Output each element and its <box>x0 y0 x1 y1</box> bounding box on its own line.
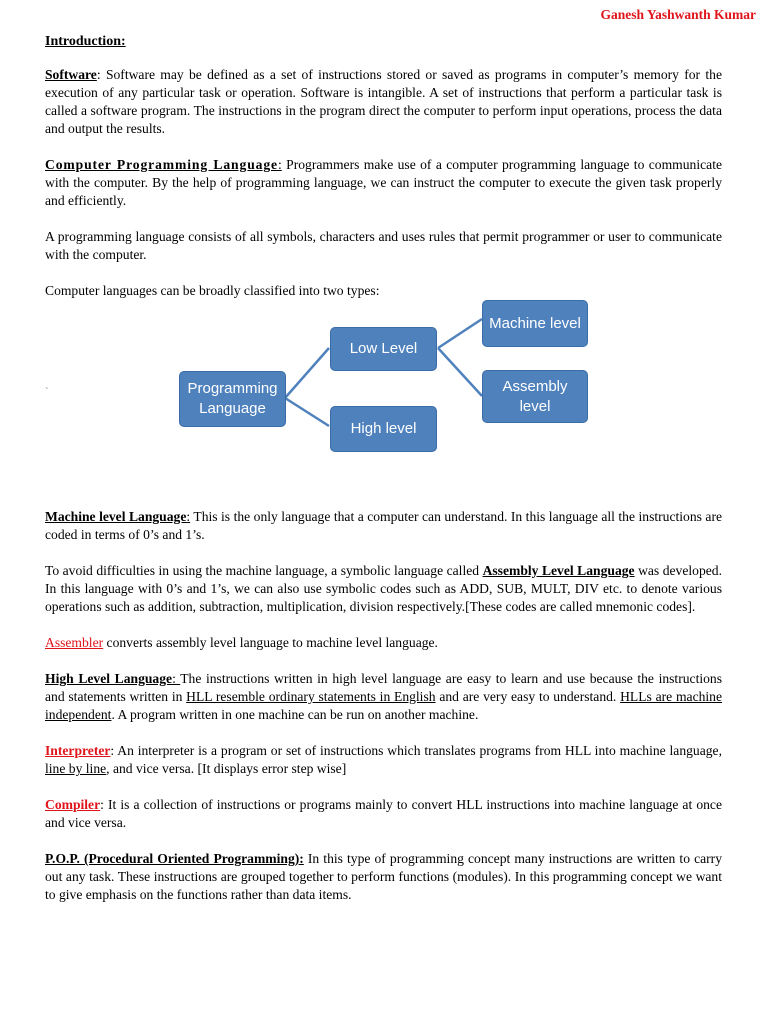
software-colon: : <box>96 67 101 82</box>
interpreter-text-1: : An interpreter is a program or set of instructions which translates programs from HLL into machine language, <box>110 743 722 758</box>
interpreter-term: Interpreter <box>45 743 111 758</box>
interpreter-paragraph <box>45 742 722 778</box>
connector-programming-high <box>285 398 329 426</box>
assembly-level-language-term: Assembly Level Language <box>482 563 635 578</box>
machine-level-paragraph <box>45 508 722 544</box>
interpreter-text-2: , and vice versa. [It displays error step wise] <box>106 761 347 776</box>
assembler-text: converts assembly level language to machine level language. <box>103 635 438 650</box>
hll-text-3: . A program written in one machine can be run on another machine. <box>111 707 479 722</box>
software-text: Software may be defined as a set of instructions stored or saved as programs in computer’s memory for the execution of any particular task or operation. Software is intangible. A set of instructions that perform a particular task is called a software program. The instructions in the program direct the computer to perform input operations, process the data and output the results. <box>45 67 722 136</box>
cpl-colon: : <box>278 157 282 172</box>
machine-level-node: Machine level <box>482 300 588 347</box>
cpl-paragraph <box>45 156 722 210</box>
pop-term: P.O.P. (Procedural Oriented Programming): <box>45 851 304 866</box>
hll-underline-1: HLL resemble ordinary statements in English <box>186 689 436 704</box>
introduction-heading: Introduction: <box>45 34 126 49</box>
stray-mark: ` <box>45 386 49 398</box>
interpreter-underline: line by line <box>45 761 107 776</box>
avoid-text-after: was developed. In this language with 0’s and 1’s, we can also use symbolic codes such as ADD, SUB, MULT, DIV etc. to denote various operations such as addition, subtraction, multiplication, division respectively.[These codes are called mnemonic codes]. <box>45 563 722 614</box>
assembler-term: Assembler <box>45 635 104 650</box>
pop-paragraph <box>45 850 722 904</box>
hll-colon: : <box>172 671 181 686</box>
hll-underline-2: HLLs are machine independent <box>45 689 723 722</box>
connector-low-assembly <box>438 348 482 396</box>
cpl-term: Computer Programming Language <box>45 157 278 172</box>
machine-text: This is the only language that a computer can understand. In this language all the instructions are coded in terms of 0’s and 1’s. <box>45 509 722 542</box>
machine-term: Machine level Language <box>45 509 187 524</box>
document-page <box>45 34 722 904</box>
high-level-node: High level <box>330 406 437 452</box>
connector-programming-low <box>285 348 329 398</box>
pl-definition-paragraph: A programming language consists of all symbols, characters and uses rules that permit programmer or user to communicate with the computer. <box>45 229 722 262</box>
hll-paragraph <box>45 670 722 724</box>
machine-colon: : <box>186 509 191 524</box>
assembly-level-node: Assembly level <box>482 370 588 423</box>
hll-text-2: and are very easy to understand. <box>435 689 621 704</box>
pop-text: In this type of programming concept many instructions are written to carry out any task. These instructions are grouped together to perform functions (modules). In this programming concept we want to give emphasis on the functions rather than data items. <box>45 851 722 902</box>
compiler-paragraph <box>45 796 722 832</box>
author-name: Ganesh Yashwanth Kumar <box>600 7 756 22</box>
avoid-text-before: To avoid difficulties in using the machine language, a symbolic language called <box>45 563 483 578</box>
software-term: Software <box>45 67 97 82</box>
assembler-paragraph <box>45 634 722 652</box>
assembly-paragraph <box>45 562 722 616</box>
compiler-text: : It is a collection of instructions or programs mainly to convert HLL instructions into machine language at once and vice versa. <box>45 797 722 830</box>
software-paragraph <box>45 66 722 138</box>
classification-paragraph: Computer languages can be broadly classified into two types: <box>45 283 380 298</box>
hll-term: High Level Language <box>45 671 173 686</box>
hll-text-1: The instructions written in high level language are easy to learn and use because the instructions and statements written in <box>45 671 723 704</box>
compiler-term: Compiler <box>45 797 101 812</box>
low-level-node: Low Level <box>330 327 437 371</box>
connector-low-machine <box>438 319 482 348</box>
programming-language-node: Programming Language <box>179 371 286 427</box>
language-classification-diagram <box>45 300 722 508</box>
cpl-text: Programmers make use of a computer programming language to communicate with the computer. By the help of programming language, we can instruct the computer to execute the given task properly and efficiently. <box>45 157 722 208</box>
